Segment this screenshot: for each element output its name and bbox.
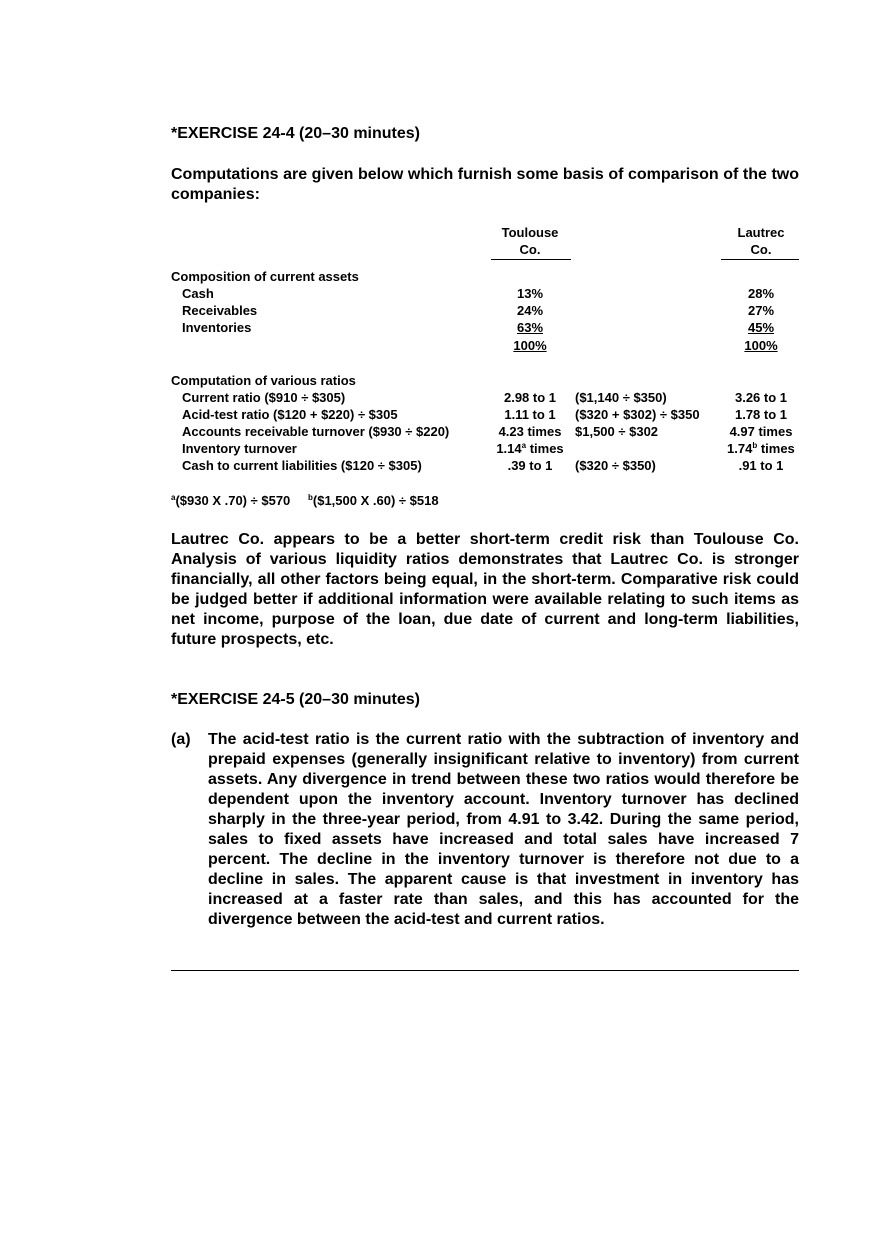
lautrec-value: 1.78 to 1 bbox=[734, 407, 788, 422]
lautrec-value: 3.26 to 1 bbox=[734, 390, 788, 405]
lautrec-header-line2: Co. bbox=[750, 242, 772, 257]
table-row bbox=[171, 423, 799, 440]
toulouse-value: .39 to 1 bbox=[507, 458, 553, 473]
toulouse-total: 100% bbox=[513, 338, 547, 353]
footnote-b-text: ($1,500 X .60) ÷ $518 bbox=[312, 493, 439, 508]
toulouse-value: 13% bbox=[516, 286, 544, 301]
lautrec-value: 27% bbox=[747, 303, 775, 318]
toulouse-value bbox=[491, 440, 569, 457]
footnote-a-text: ($930 X .70) ÷ $570 bbox=[175, 493, 291, 508]
toulouse-value: 24% bbox=[516, 303, 544, 318]
lautrec-value: 4.97 times bbox=[729, 424, 793, 439]
toulouse-number: 1.14 bbox=[496, 441, 522, 456]
row-label: Inventory turnover bbox=[182, 441, 297, 456]
composition-title: Composition of current assets bbox=[171, 269, 359, 284]
footnote-marker-b: b bbox=[752, 441, 758, 450]
lautrec-computation: $1,500 ÷ $302 bbox=[575, 424, 659, 439]
lautrec-computation: ($320 ÷ $350) bbox=[575, 458, 656, 473]
total-row bbox=[171, 337, 799, 354]
row-label: Inventories bbox=[182, 320, 252, 335]
toulouse-value: 4.23 times bbox=[498, 424, 562, 439]
ratios-title-row bbox=[171, 372, 799, 389]
exercise-24-4-heading: *EXERCISE 24-4 (20–30 minutes) bbox=[171, 125, 420, 142]
footnote-b bbox=[308, 492, 439, 509]
lautrec-computation: ($320 + $302) ÷ $350 bbox=[575, 407, 700, 422]
table-header-row-2 bbox=[171, 241, 799, 258]
footnote-b-marker: b bbox=[308, 493, 313, 502]
exercise-24-4-intro: Computations are given below which furnish some basis of comparison of the two companies: bbox=[171, 166, 799, 203]
lautrec-value-cell bbox=[721, 319, 801, 336]
footnotes-row bbox=[171, 492, 799, 509]
footnote-a-marker: a bbox=[171, 493, 176, 502]
page-bottom-rule bbox=[171, 970, 799, 971]
lautrec-unit: times bbox=[757, 441, 795, 456]
row-label: Accounts receivable turnover ($930 ÷ $220) bbox=[182, 424, 450, 439]
lautrec-total: 100% bbox=[744, 338, 778, 353]
lautrec-computation: ($1,140 ÷ $350) bbox=[575, 390, 667, 405]
toulouse-total-cell bbox=[491, 337, 569, 354]
part-a-text: The acid-test ratio is the current ratio with the subtraction of inventory and prepaid expenses (generally insignificant relative to inventory) from current assets. Any divergence in trend between these two ratios would therefore be dependent upon the inventory account. Inventory turnover has declined sharply in the three-year period, from 4.91 to 3.42. During the same period, sales to fixed assets have increased and total sales have increased 7 percent. The decline in the inventory turnover is therefore not due to a decline in sales. The apparent cause is that investment in inventory has increased at a faster rate than sales, and this has accounted for the divergence between the acid-test and current ratios. bbox=[208, 731, 799, 928]
footnote-marker-a: a bbox=[521, 441, 527, 450]
toulouse-value: 1.11 to 1 bbox=[504, 407, 556, 422]
row-label: Cash bbox=[182, 286, 214, 301]
composition-title-row bbox=[171, 268, 799, 285]
toulouse-header-line2: Co. bbox=[519, 242, 541, 257]
row-label: Receivables bbox=[182, 303, 258, 318]
toulouse-value: 63% bbox=[516, 320, 544, 335]
row-label: Current ratio ($910 ÷ $305) bbox=[182, 390, 346, 405]
exercise-24-5-heading: *EXERCISE 24-5 (20–30 minutes) bbox=[171, 691, 420, 708]
lautrec-value: 45% bbox=[747, 320, 775, 335]
footnote-a bbox=[171, 492, 290, 509]
table-header-row-1 bbox=[171, 224, 799, 241]
table-row bbox=[171, 389, 799, 406]
toulouse-value-cell bbox=[491, 319, 569, 336]
lautrec-value: 28% bbox=[747, 286, 775, 301]
lautrec-header-line1: Lautrec bbox=[737, 225, 785, 240]
table-row bbox=[171, 319, 799, 336]
lautrec-number: 1.74 bbox=[727, 441, 753, 456]
lautrec-value: .91 to 1 bbox=[738, 458, 784, 473]
ratios-title: Computation of various ratios bbox=[171, 373, 356, 388]
toulouse-header-line1: Toulouse bbox=[501, 225, 559, 240]
row-label: Cash to current liabilities ($120 ÷ $305) bbox=[182, 458, 422, 473]
table-row bbox=[171, 406, 799, 423]
toulouse-value: 2.98 to 1 bbox=[503, 390, 557, 405]
table-row bbox=[171, 285, 799, 302]
row-label: Acid-test ratio ($120 + $220) ÷ $305 bbox=[182, 407, 398, 422]
part-a-label: (a) bbox=[171, 731, 191, 748]
toulouse-header-rule bbox=[491, 259, 571, 260]
lautrec-header-rule bbox=[721, 259, 799, 260]
table-row bbox=[171, 457, 799, 474]
table-row bbox=[171, 440, 799, 457]
lautrec-total-cell bbox=[721, 337, 801, 354]
table-row bbox=[171, 302, 799, 319]
toulouse-unit: times bbox=[526, 441, 564, 456]
lautrec-value bbox=[727, 440, 807, 457]
exercise-24-4-conclusion: Lautrec Co. appears to be a better short-term credit risk than Toulouse Co. Analysis of various liquidity ratios demonstrates that Lautrec Co. is stronger financially, all other factors being equal, in the short-term. Comparative risk could be judged better if additional information were available relating to such items as net income, purpose of the loan, due date of current and long-term liabilities, future prospects, etc. bbox=[171, 531, 799, 648]
